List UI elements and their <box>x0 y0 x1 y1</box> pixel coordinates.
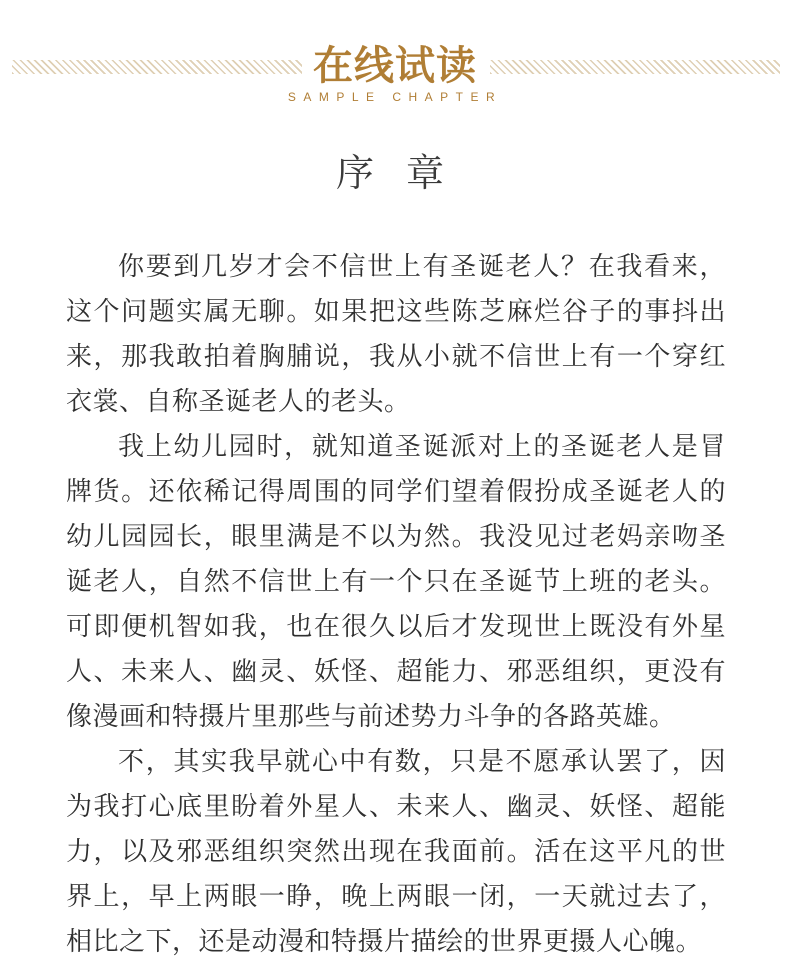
chapter-body <box>66 245 726 965</box>
banner-title: 在线试读 <box>313 42 477 89</box>
paragraph: 不，其实我早就心中有数，只是不愿承认罢了，因为我打心底里盼着外星人、未来人、幽灵、妖怪、超能力，以及邪恶组织突然出现在我面前。活在这平凡的世界上，早上两眼一睁，晚上两眼一闭，一天就过去了，相比之下，还是动漫和特摄片描绘的世界更摄人心魄。 <box>66 747 726 957</box>
banner-subtitle: SAMPLE CHAPTER <box>287 90 503 104</box>
chapter-title: 序 章 <box>335 151 455 195</box>
sample-chapter-banner <box>0 40 790 110</box>
paragraph: 你要到几岁才会不信世上有圣诞老人？在我看来，这个问题实属无聊。如果把这些陈芝麻烂谷子的事抖出来，那我敢拍着胸脯说，我从小就不信世上有一个穿红衣裳、自称圣诞老人的老头。 <box>66 252 726 417</box>
paragraph: 我上幼儿园时，就知道圣诞派对上的圣诞老人是冒牌货。还依稀记得周围的同学们望着假扮成圣诞老人的幼儿园园长，眼里满是不以为然。我没见过老妈亲吻圣诞老人，自然不信世上有一个只在圣诞节上班的老头。可即便机智如我，也在很久以后才发现世上既没有外星人、未来人、幽灵、妖怪、超能力、邪恶组织，更没有像漫画和特摄片里那些与前述势力斗争的各路英雄。 <box>66 432 726 732</box>
